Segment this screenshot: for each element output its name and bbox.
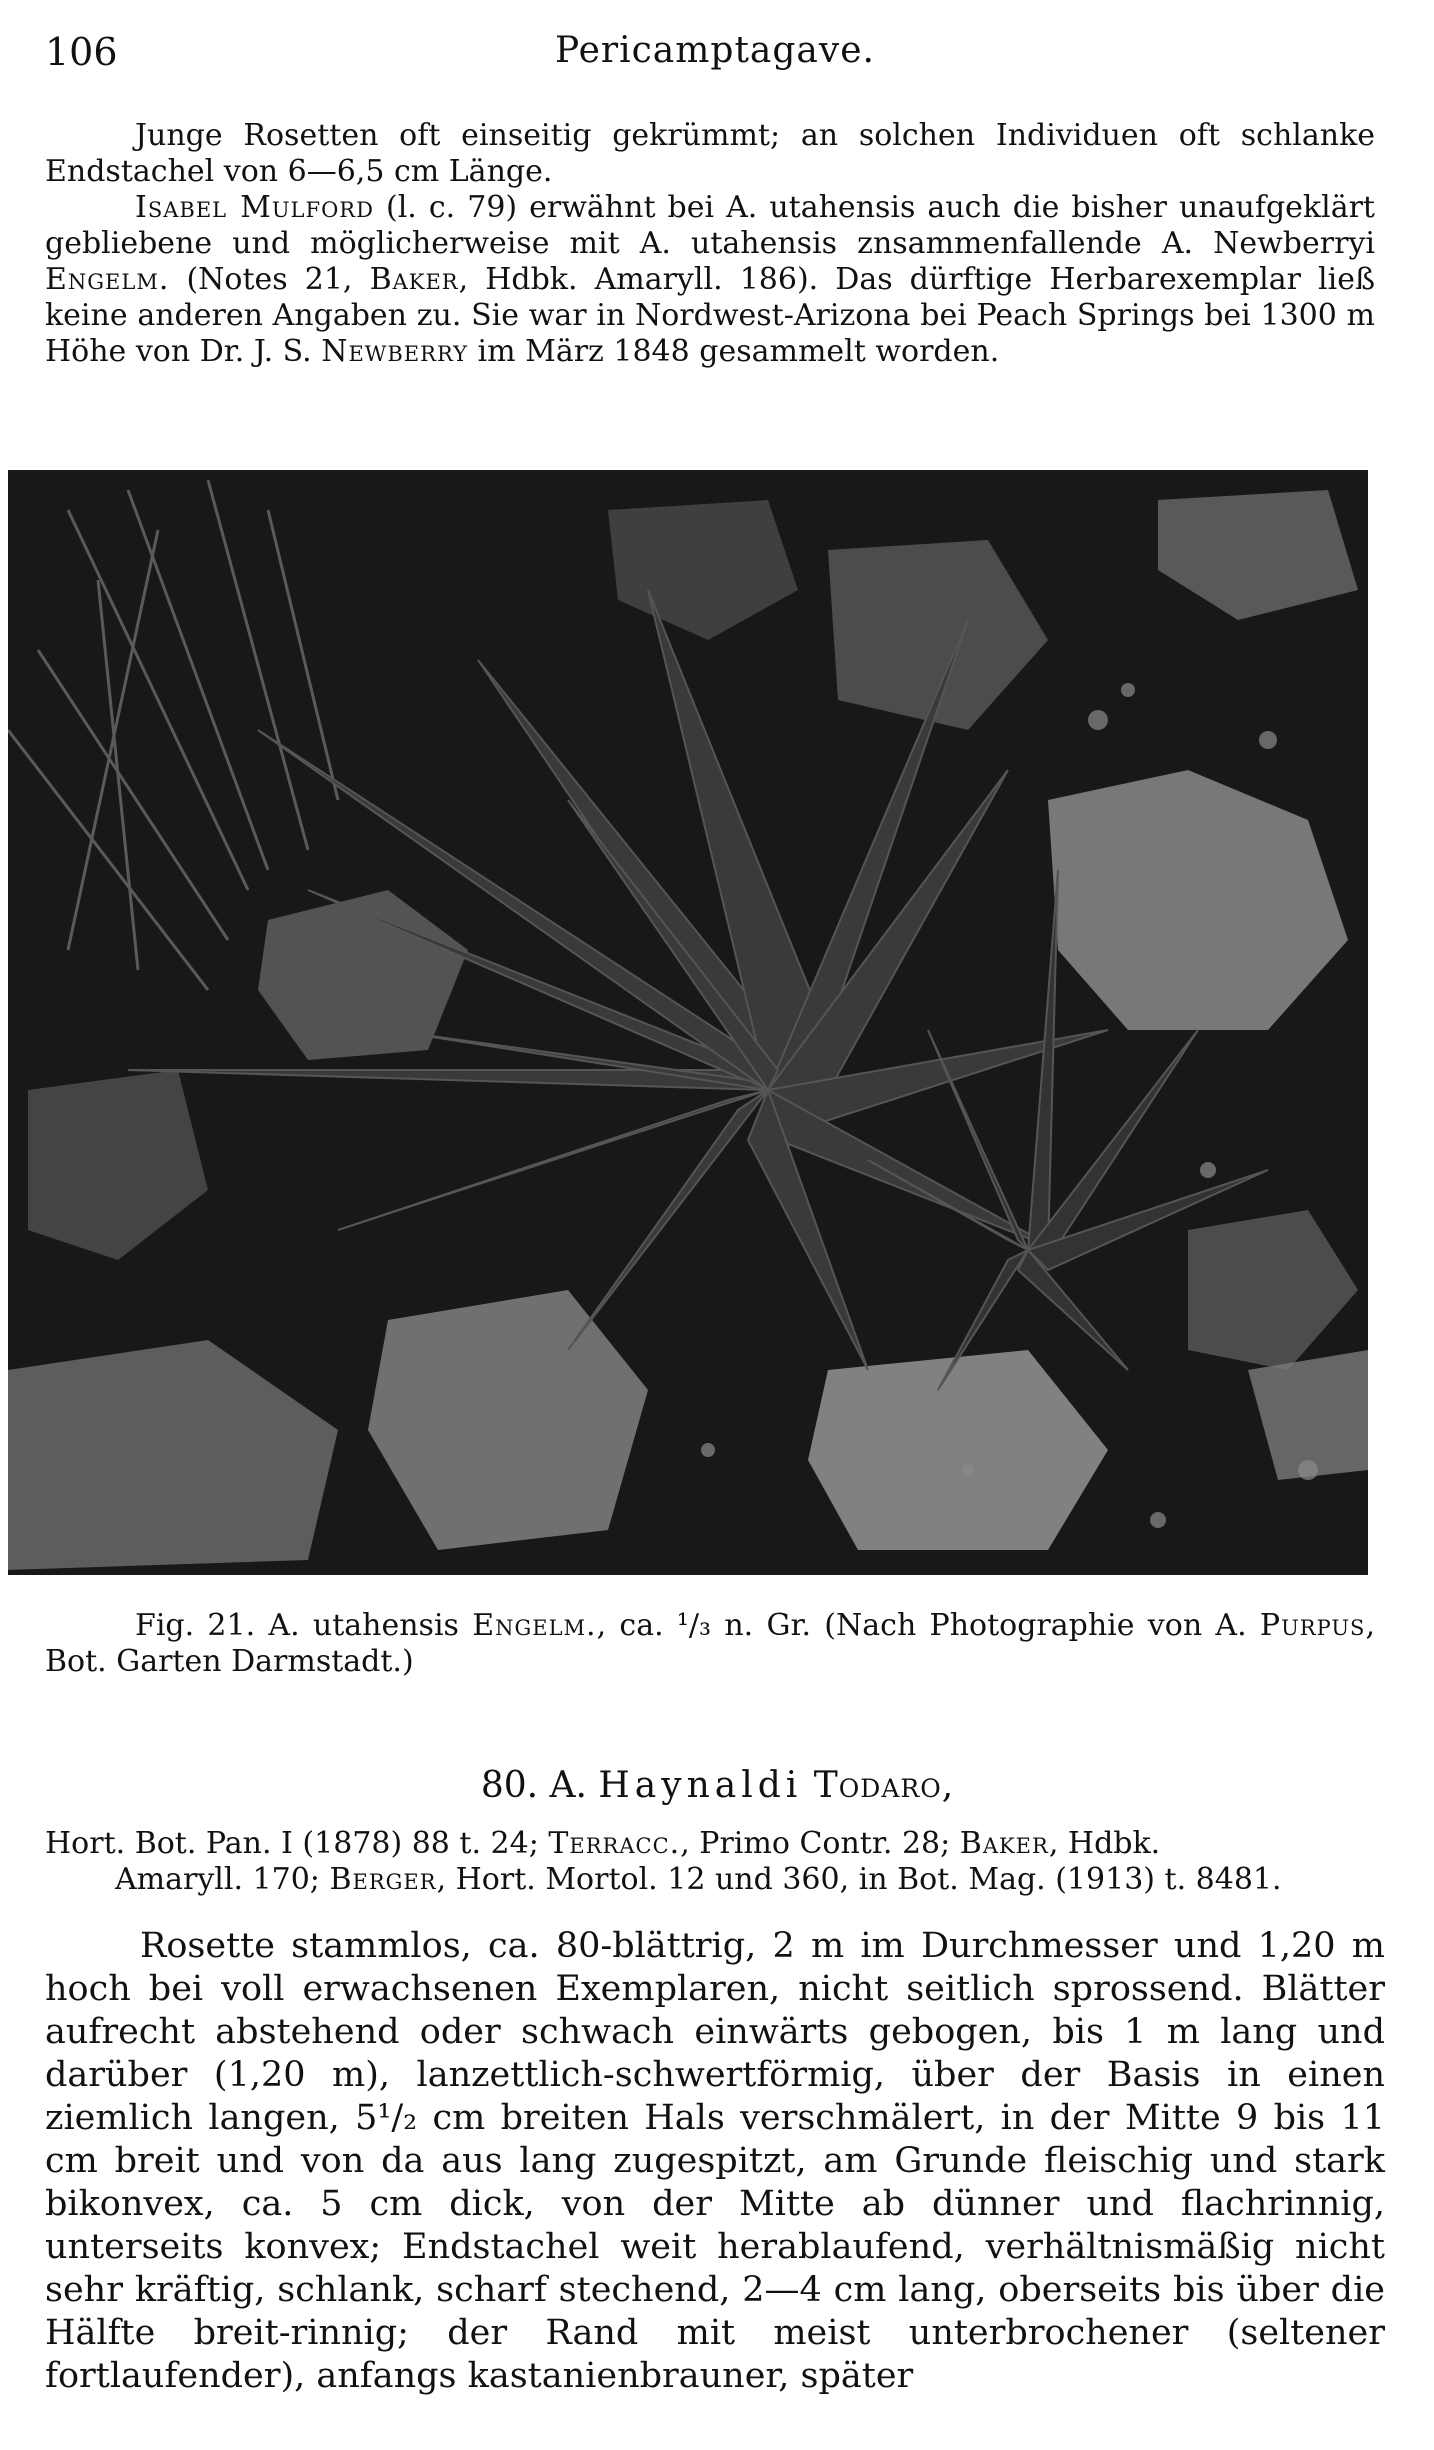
author-name: Terracc. bbox=[548, 1826, 681, 1861]
citation-block bbox=[45, 1826, 1375, 1898]
author-name: Newberry bbox=[321, 334, 468, 369]
page-number: 106 bbox=[45, 30, 118, 74]
caption-text: , ca. ¹/₃ n. Gr. (Nach Photographie von A. bbox=[596, 1608, 1260, 1643]
paragraph-text: im März 1848 gesammelt worden. bbox=[467, 334, 1000, 369]
citation-text: , Hort. Mortol. 12 und 360, in Bot. Mag. (1913) t. 8481. bbox=[436, 1862, 1282, 1897]
paragraph-text: (l. c. 79) erwähnt bei A. utahensis auch die bisher unaufgeklärt gebliebene und möglicherweise mit A. utahensis znsammenfallende A. Newberryi bbox=[45, 190, 1375, 261]
description-paragraph: Rosette stammlos, ca. 80-blättrig, 2 m im Durchmesser und 1,20 m hoch bei voll erwachsenen Exemplaren, nicht seitlich sprossend. Blätter aufrecht abstehend oder schwach einwärts gebogen, bis 1 m lang und darüber (1,20 m), lanzettlich-schwertförmig, über der Basis in einen ziemlich langen, 5¹/₂ cm breiten Hals verschmälert, in der Mitte 9 bis 11 cm breit und von da aus lang zugespitzt, am Grunde fleischig und stark bikonvex, ca. 5 cm dick, von der Mitte ab dünner und flachrinnig, unterseits konvex; Endstachel weit herablaufend, verhältnismäßig nicht sehr kräftig, schlank, scharf stechend, 2—4 cm lang, oberseits bis über die Hälfte breit-rinnig; der Rand mit meist unterbrochener (seltener fortlaufender), anfangs kastanienbrauner, später bbox=[45, 1926, 1385, 2396]
species-heading bbox=[0, 1765, 1434, 1806]
citation-text: , Primo Contr. 28; bbox=[680, 1826, 960, 1861]
species-author: Todaro bbox=[813, 1765, 942, 1806]
intro-text bbox=[45, 118, 1375, 370]
author-name: Berger bbox=[329, 1862, 437, 1897]
author-name: Engelm. bbox=[45, 262, 170, 297]
author-name: Baker bbox=[369, 262, 459, 297]
page-header bbox=[45, 30, 1385, 80]
intro-paragraph-2 bbox=[45, 190, 1375, 370]
paragraph-text: (Notes 21, bbox=[169, 262, 370, 297]
citation-text: , Hdbk. bbox=[1048, 1826, 1161, 1861]
citation-line-2 bbox=[45, 1862, 1375, 1898]
caption-text: , Bot. Garten Darmstadt.) bbox=[45, 1608, 1375, 1679]
citation-text: Hort. Bot. Pan. I (1878) 88 t. 24; bbox=[45, 1826, 549, 1861]
citation-line-1 bbox=[45, 1826, 1375, 1862]
species-name: Haynaldi bbox=[598, 1765, 803, 1806]
author-name: Engelm. bbox=[472, 1608, 597, 1643]
citation-text: Amaryll. 170; bbox=[115, 1862, 330, 1897]
figure-caption bbox=[45, 1608, 1375, 1680]
author-name: Purpus bbox=[1259, 1608, 1366, 1643]
author-name: Isabel Mulford bbox=[135, 190, 374, 225]
intro-paragraph-1: Junge Rosetten oft einseitig gekrümmt; an solchen Individuen oft schlanke Endstachel von 6—6,5 cm Länge. bbox=[45, 118, 1375, 189]
species-description bbox=[45, 1925, 1385, 2398]
paragraph-text: , Hdbk. Amaryll. 186). Das dürftige Herbarexemplar ließ keine anderen Angaben zu. Sie war in Nordwest-Arizona bei Peach Springs bei 1300 m Höhe von Dr. J. S. bbox=[45, 262, 1375, 369]
figure-photograph bbox=[8, 470, 1368, 1575]
agave-photo-illustration bbox=[8, 470, 1368, 1575]
running-title: Pericamptagave. bbox=[555, 30, 875, 71]
species-number: 80. A. bbox=[480, 1765, 599, 1806]
heading-punctuation: , bbox=[941, 1765, 954, 1806]
author-name: Baker bbox=[959, 1826, 1049, 1861]
caption-text: Fig. 21. A. utahensis bbox=[135, 1608, 473, 1643]
